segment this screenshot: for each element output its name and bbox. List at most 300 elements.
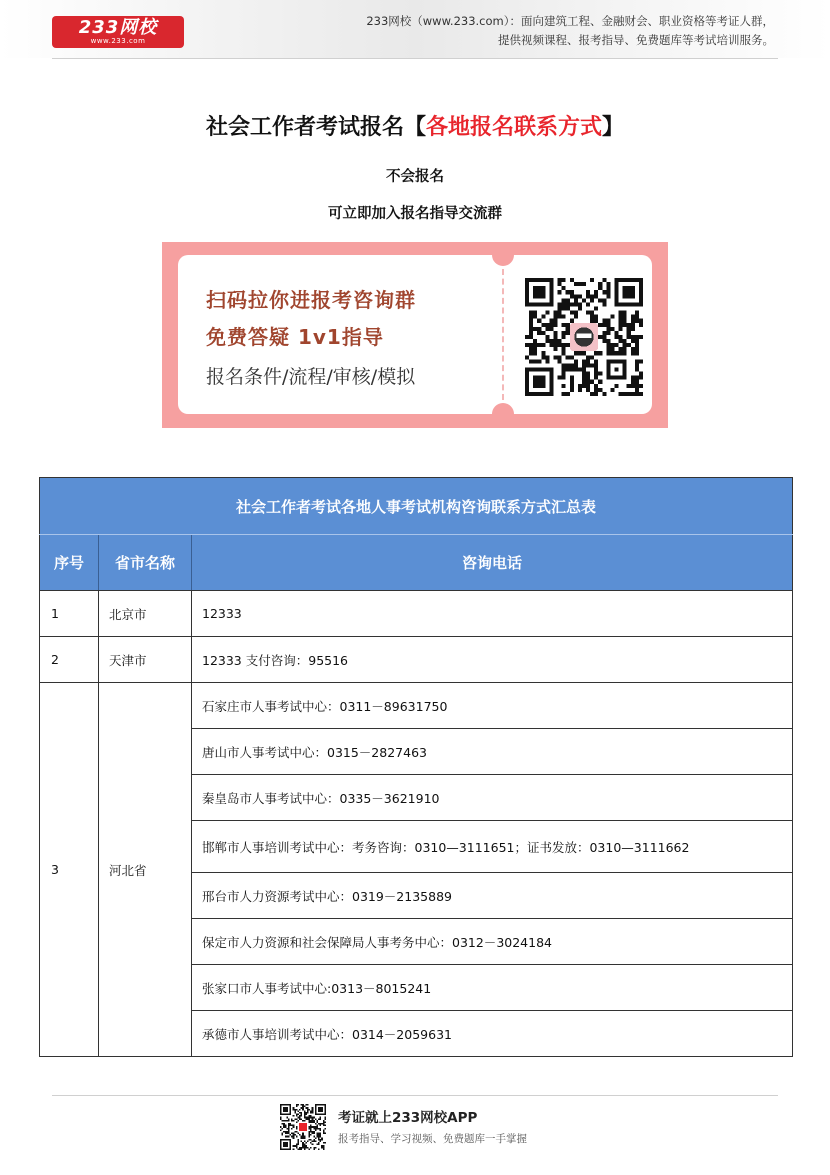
qr-module [635,351,639,355]
qr-module [297,1114,299,1116]
qr-module [586,290,590,294]
qr-module [627,343,631,347]
qr-module [586,376,590,380]
qr-module [309,1139,311,1141]
qr-module [562,347,566,351]
qr-module [296,1128,298,1130]
qr-module [297,1120,299,1122]
qr-module [312,1133,314,1135]
qr-module [310,1125,312,1127]
qr-module [297,1142,299,1144]
qr-module [285,1133,287,1135]
qr-module [631,376,635,380]
qr-module [320,1136,322,1138]
qr-module [631,319,635,323]
column-header-phone: 咨询电话 [192,535,793,591]
qr-module [631,315,635,319]
banner-ticket [178,255,652,414]
qr-module [304,1114,306,1116]
qr-module [525,335,529,339]
qr-module [602,392,606,396]
qr-module [299,1134,301,1136]
qr-module [558,376,562,380]
qr-module [312,1144,314,1146]
qr-module [313,1126,315,1128]
qr-module [582,298,586,302]
qr-module [318,1139,320,1141]
footer-qr-code-icon[interactable] [280,1104,326,1150]
qr-module [566,355,570,359]
qr-module [312,1107,314,1109]
qr-module [586,355,590,359]
qr-module [316,1144,318,1146]
qr-module [582,372,586,376]
header-description-line1: 233网校（www.233.com）：面向建筑工程、金融财会、职业资格等考证人群， [366,14,774,28]
qr-module [570,384,574,388]
qr-module [307,1109,309,1111]
qr-module [316,1125,318,1127]
qr-module [598,286,602,290]
qr-module [288,1120,290,1122]
qr-module [562,302,566,306]
qr-module [320,1128,322,1130]
qr-module [594,306,598,310]
qr-module [302,1142,304,1144]
qr-module [310,1129,312,1131]
qr-module [586,359,590,363]
qr-module [586,384,590,388]
qr-module [312,1112,314,1114]
qr-module [606,343,610,347]
qr-module [594,392,598,396]
qr-module [533,315,537,319]
qr-module [285,1126,287,1128]
qr-module [301,1118,303,1120]
qr-code-icon[interactable] [525,278,643,396]
phone-cell: 邯郸市人事培训考试中心：考务咨询：0310—3111651；证书发放：0310—3111662 [192,821,793,873]
qr-module [294,1110,296,1112]
qr-module [566,290,570,294]
qr-module [627,384,631,388]
qr-module [288,1136,290,1138]
qr-module [553,355,557,359]
qr-module [570,368,574,372]
qr-module [320,1133,322,1135]
qr-module [582,359,586,363]
qr-module [570,319,574,323]
qr-module [288,1118,290,1120]
qr-module [553,323,557,327]
qr-module [562,286,566,290]
qr-module [562,372,566,376]
qr-module [635,392,639,396]
qr-module [590,315,594,319]
qr-module [623,323,627,327]
qr-module [590,298,594,302]
qr-module [297,1104,299,1106]
qr-module [309,1117,311,1119]
qr-module [310,1139,312,1141]
qr-module [307,1118,309,1120]
qr-module [301,1112,303,1114]
qr-module [635,311,639,315]
qr-module [586,294,590,298]
qr-module [313,1136,315,1138]
qr-module [590,363,594,367]
qr-module [639,323,643,327]
qr-module [635,335,639,339]
qr-module [320,1129,322,1131]
table-row [40,637,793,683]
qr-module [288,1131,290,1133]
qr-module [566,306,570,310]
qr-module [299,1115,301,1117]
qr-module [318,1144,320,1146]
qr-module [631,323,635,327]
qr-module [615,335,619,339]
qr-module [598,335,602,339]
qr-module [320,1123,322,1125]
qr-module [318,1128,320,1130]
qr-module [562,384,566,388]
qr-module [296,1114,298,1116]
qr-module [582,282,586,286]
qr-module [610,347,614,351]
qr-module [324,1142,326,1144]
phone-cell: 12333 [192,591,793,637]
qr-module [615,343,619,347]
qr-module [297,1110,299,1112]
qr-module [558,282,562,286]
qr-module [313,1140,315,1142]
qr-module [635,359,639,363]
qr-module [619,327,623,331]
qr-module [318,1118,320,1120]
qr-module [320,1118,322,1120]
qr-module [533,343,537,347]
qr-module [312,1131,314,1133]
qr-module [291,1128,293,1130]
qr-module [631,339,635,343]
qr-module [590,355,594,359]
qr-module [324,1117,326,1119]
qr-module [623,339,627,343]
qr-module [549,319,553,323]
qr-module [323,1145,325,1147]
qr-module [549,327,553,331]
qr-module [541,343,545,347]
qr-module [533,339,537,343]
qr-module [631,347,635,351]
qr-module [302,1145,304,1147]
qr-module [610,315,614,319]
phone-cell: 承德市人事培训考试中心：0314－2059631 [192,1011,793,1057]
qr-module [606,286,610,290]
table-header-row [40,535,793,591]
qr-module [594,351,598,355]
qr-module [282,1120,284,1122]
qr-group-banner[interactable] [162,242,668,428]
qr-module [553,339,557,343]
qr-module [639,319,643,323]
qr-module [562,335,566,339]
qr-module [301,1107,303,1109]
qr-module [619,311,623,315]
qr-module [590,392,594,396]
qr-module [619,392,623,396]
qr-module [299,1118,301,1120]
qr-module [313,1133,315,1135]
row-number: 2 [40,637,99,683]
qr-module [639,372,643,376]
qr-module [302,1144,304,1146]
logo-sub-text: www.233.com [90,37,146,45]
qr-module [566,298,570,302]
qr-module [562,343,566,347]
qr-module [606,339,610,343]
qr-module [574,298,578,302]
qr-module [566,363,570,367]
qr-module [324,1133,326,1135]
qr-module [323,1147,325,1149]
qr-module [302,1104,304,1106]
qr-module [307,1112,309,1114]
table-row [40,591,793,637]
qr-module [582,368,586,372]
qr-module [290,1123,292,1125]
qr-module [610,388,614,392]
qr-module [606,351,610,355]
qr-module [304,1106,306,1108]
qr-module [623,351,627,355]
qr-module [313,1147,315,1149]
qr-module [282,1133,284,1135]
qr-module [285,1131,287,1133]
qr-module [627,327,631,331]
qr-module [288,1128,290,1130]
qr-module [606,290,610,294]
qr-module [323,1129,325,1131]
qr-module [302,1109,304,1111]
qr-module [307,1140,309,1142]
qr-module [318,1148,320,1150]
banner-headline: 扫码拉你进报考咨询群 [206,288,416,312]
ticket-notch-top [492,255,514,266]
qr-module [594,384,598,388]
qr-module [309,1136,311,1138]
qr-module [558,315,562,319]
qr-module [318,1123,320,1125]
qr-module [296,1121,298,1123]
qr-module [315,1123,317,1125]
footer-divider [52,1095,778,1096]
qr-module [307,1107,309,1109]
qr-module [631,327,635,331]
qr-module [553,315,557,319]
qr-module [296,1106,298,1108]
qr-module [545,359,549,363]
qr-module [304,1148,306,1150]
qr-module [293,1134,295,1136]
qr-module [280,1126,282,1128]
qr-module [316,1134,318,1136]
qr-module [291,1120,293,1122]
qr-module [582,376,586,380]
qr-module [304,1110,306,1112]
qr-module [529,335,533,339]
qr-module [541,323,545,327]
qr-module [309,1133,311,1135]
title-suffix: 】 [602,114,625,140]
qr-module [302,1147,304,1149]
qr-module [619,315,623,319]
qr-module [574,294,578,298]
qr-module [578,294,582,298]
qr-module [282,1134,284,1136]
qr-module [602,302,606,306]
qr-module [545,339,549,343]
qr-module [578,384,582,388]
qr-module [598,323,602,327]
qr-module [533,347,537,351]
qr-module [324,1125,326,1127]
qr-module [310,1121,312,1123]
qr-module [310,1131,312,1133]
brand-logo[interactable] [52,16,184,48]
qr-module [570,380,574,384]
qr-module [296,1144,298,1146]
qr-module [313,1131,315,1133]
qr-module [635,376,639,380]
phone-cell: 石家庄市人事考试中心：0311－89631750 [192,683,793,729]
qr-module [309,1120,311,1122]
qr-module [558,311,562,315]
qr-module [283,1126,285,1128]
qr-module [312,1117,314,1119]
qr-module [570,278,574,282]
qr-module [602,339,606,343]
qr-module [627,335,631,339]
qr-module [586,380,590,384]
header-divider [52,58,778,59]
qr-module [304,1115,306,1117]
qr-module [301,1136,303,1138]
qr-module [606,282,610,286]
qr-module [578,388,582,392]
qr-module [533,351,537,355]
qr-module [598,351,602,355]
qr-module [310,1147,312,1149]
qr-module [288,1126,290,1128]
qr-module [309,1109,311,1111]
qr-module [549,339,553,343]
qr-module [293,1109,295,1111]
qr-module [310,1115,312,1117]
qr-module [312,1109,314,1111]
qr-module [570,294,574,298]
qr-module [307,1110,309,1112]
qr-module [296,1145,298,1147]
qr-module [553,335,557,339]
qr-module [310,1120,312,1122]
qr-module [582,380,586,384]
qr-module [286,1117,288,1119]
qr-module [324,1121,326,1123]
qr-module [541,355,545,359]
qr-module [291,1133,293,1135]
qr-module [537,359,541,363]
qr-module [635,368,639,372]
qr-module [301,1140,303,1142]
title-prefix: 社会工作者考试报名【 [205,114,426,140]
qr-module [321,1123,323,1125]
qr-module [316,1126,318,1128]
qr-module [590,294,594,298]
qr-module [529,323,533,327]
qr-module [310,1134,312,1136]
qr-module [312,1118,314,1120]
qr-module [296,1104,298,1106]
qr-module [635,384,639,388]
qr-module [602,319,606,323]
ticket-notch-bottom [492,403,514,414]
footer-title: 考证就上233网校APP [338,1110,478,1126]
qr-module [570,363,574,367]
qr-module [323,1125,325,1127]
qr-module [594,368,598,372]
qr-module [594,372,598,376]
qr-module [293,1145,295,1147]
qr-module [313,1121,315,1123]
row-number: 1 [40,591,99,637]
qr-module [290,1125,292,1127]
qr-module [623,392,627,396]
qr-module [590,278,594,282]
qr-module [324,1118,326,1120]
qr-module [305,1107,307,1109]
qr-module [310,1128,312,1130]
qr-module [594,290,598,294]
qr-module [309,1128,311,1130]
qr-module [545,355,549,359]
qr-module [282,1123,284,1125]
qr-module [305,1118,307,1120]
qr-module [635,339,639,343]
qr-module [574,315,578,319]
qr-module [321,1139,323,1141]
qr-module [566,343,570,347]
qr-module [297,1144,299,1146]
qr-module [562,376,566,380]
qr-module [545,323,549,327]
qr-module [318,1133,320,1135]
qr-module [558,290,562,294]
qr-module [313,1139,315,1141]
qr-module [635,343,639,347]
qr-module [316,1136,318,1138]
qr-module [283,1131,285,1133]
qr-module [286,1120,288,1122]
qr-module [320,1117,322,1119]
qr-module [533,359,537,363]
qr-module [553,331,557,335]
qr-module [312,1110,314,1112]
banner-topics: 报名条件/流程/审核/模拟 [206,366,416,388]
qr-module [619,347,623,351]
qr-module [562,363,566,367]
qr-module [594,315,598,319]
qr-module [582,351,586,355]
